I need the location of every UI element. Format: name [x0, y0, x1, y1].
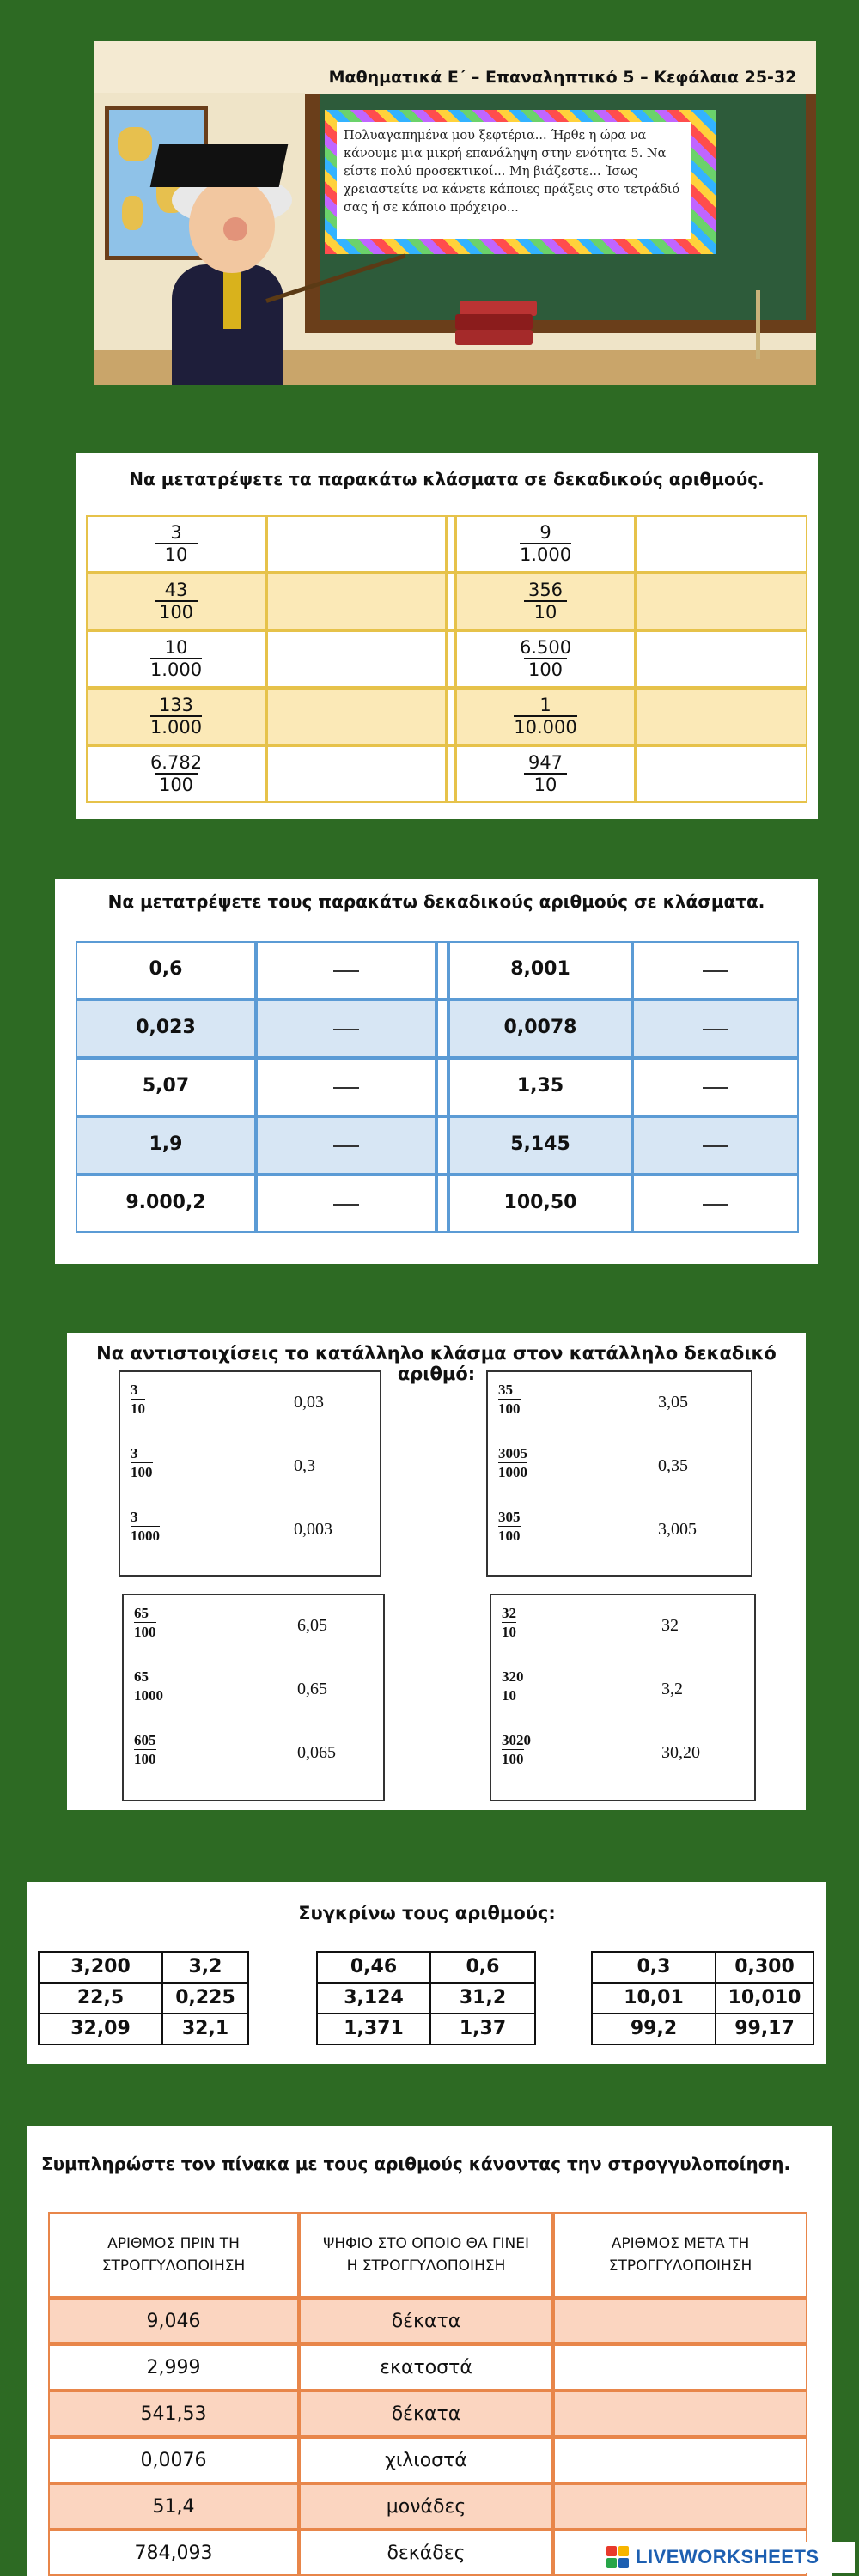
table-cell: [436, 999, 448, 1058]
section-decimals-to-fractions: [55, 879, 818, 1264]
numerator: 6.782: [149, 752, 203, 773]
decimal-value[interactable]: 0,3: [294, 1456, 315, 1475]
decimal-value[interactable]: 0,003: [294, 1520, 332, 1539]
compare-number: 22,5: [38, 1982, 163, 2014]
decimals-table: [76, 941, 799, 1233]
decimal-value[interactable]: 0,65: [297, 1680, 327, 1698]
numerator: 305: [498, 1509, 521, 1525]
fraction: [86, 580, 266, 623]
denominator: 100: [134, 1751, 156, 1767]
column-header: ΨΗΦΙΟ ΣΤΟ ΟΠΟΙΟ ΘΑ ΓΙΝΕΙ Η ΣΤΡΟΓΓΥΛΟΠΟΙΗΣΗ: [299, 2212, 553, 2298]
denominator: 1.000: [149, 717, 203, 738]
fraction-line: [333, 1087, 359, 1089]
table-cell: [447, 745, 455, 803]
numerator: 947: [527, 752, 564, 773]
numerator: 3: [170, 522, 182, 543]
numerator: 3020: [502, 1732, 531, 1748]
comparison-sign-slot[interactable]: [149, 1985, 174, 2011]
answer-cell[interactable]: [553, 2437, 807, 2483]
rounding-digit: δέκατα: [299, 2298, 553, 2344]
decimal-number: 5,145: [510, 1133, 570, 1155]
fraction[interactable]: [134, 1731, 186, 1768]
fraction: [455, 637, 636, 680]
fraction[interactable]: [131, 1381, 182, 1418]
answer-cell[interactable]: [553, 2298, 807, 2344]
section-title: Να μετατρέψετε τους παρακάτω δεκαδικούς αριθμούς σε κλάσματα.: [107, 891, 765, 912]
compare-number: 10,010: [715, 1982, 814, 2014]
lamp-icon: [756, 290, 795, 359]
denominator: 10: [502, 1624, 516, 1640]
denominator: 1000: [131, 1528, 160, 1544]
denominator: 1.000: [519, 544, 572, 565]
denominator: 1000: [498, 1464, 527, 1480]
numerator: 65: [134, 1668, 149, 1685]
section-compare: [27, 1882, 826, 2064]
worksheet-title: Μαθηματικά Ε΄ – Επαναληπτικό 5 – Κεφάλαια 25-32: [305, 60, 816, 94]
numerator: 9: [539, 522, 551, 543]
section-title: Συγκρίνω τους αριθμούς:: [298, 1903, 556, 1923]
table-cell: [447, 573, 455, 630]
compare-number: 99,17: [715, 2013, 814, 2045]
denominator: 1.000: [149, 659, 203, 680]
fraction-line: [703, 1145, 728, 1147]
comparison-sign-slot[interactable]: [417, 2016, 442, 2042]
compare-number: 32,1: [161, 2013, 249, 2045]
answer-cell[interactable]: [636, 630, 807, 688]
fraction: [86, 637, 266, 680]
denominator: 100: [498, 1528, 521, 1544]
section-fractions-to-decimals: [76, 453, 818, 819]
rounding-digit: δέκατα: [299, 2391, 553, 2437]
table-cell: [436, 1058, 448, 1116]
fraction[interactable]: [131, 1444, 182, 1481]
denominator: 10: [502, 1687, 516, 1704]
numerator: 65: [134, 1605, 149, 1621]
watermark-text: LIVEWORKSHEETS: [636, 2546, 819, 2567]
compare-number: 10,01: [591, 1982, 716, 2014]
compare-number: 3,200: [38, 1951, 163, 1984]
decimal-value[interactable]: 6,05: [297, 1616, 327, 1635]
decimal-value[interactable]: 0,35: [658, 1456, 688, 1475]
denominator: 100: [498, 1400, 521, 1417]
denominator: 100: [134, 1624, 156, 1640]
fraction-line: [703, 1029, 728, 1030]
numerator: 356: [527, 580, 564, 600]
decimal-value[interactable]: 0,065: [297, 1743, 336, 1762]
fraction-line: [333, 1145, 359, 1147]
rounding-digit: χιλιοστά: [299, 2437, 553, 2483]
fraction[interactable]: [502, 1604, 553, 1641]
numerator: 3: [131, 1509, 138, 1525]
comparison-sign-slot[interactable]: [149, 2016, 174, 2042]
number-before: 0,0076: [48, 2437, 299, 2483]
fraction: [455, 522, 636, 565]
fraction[interactable]: [134, 1668, 186, 1704]
denominator: 10.000: [514, 717, 577, 738]
numerator: 35: [498, 1382, 513, 1398]
compare-area: [27, 1882, 826, 2064]
denominator: 100: [502, 1751, 524, 1767]
fraction[interactable]: [502, 1731, 553, 1768]
numerator: 43: [164, 580, 188, 600]
decimal-number: 9.000,2: [125, 1192, 206, 1213]
decimal-number: 0,0078: [503, 1017, 577, 1038]
compare-number: 32,09: [38, 2013, 163, 2045]
answer-cell[interactable]: [553, 2391, 807, 2437]
number-before: 784,093: [48, 2530, 299, 2576]
header-illustration: [94, 41, 816, 385]
answer-cell[interactable]: [266, 688, 447, 745]
compare-number: 0,46: [316, 1951, 431, 1984]
denominator: 100: [155, 773, 198, 795]
answer-cell[interactable]: [266, 573, 447, 630]
number-before: 51,4: [48, 2483, 299, 2530]
professor-tie: [223, 269, 241, 329]
fraction: [455, 695, 636, 738]
numerator: 320: [502, 1668, 524, 1685]
compare-number: 3,124: [316, 1982, 431, 2014]
fraction[interactable]: [502, 1668, 553, 1704]
liveworksheets-logo: [601, 2542, 855, 2573]
answer-cell[interactable]: [636, 573, 807, 630]
comparison-sign-slot[interactable]: [703, 1954, 727, 1980]
rounding-table: [48, 2212, 821, 2576]
fraction-line: [333, 1204, 359, 1206]
compare-number: 1,37: [430, 2013, 536, 2045]
compare-number: 3,2: [161, 1951, 249, 1984]
fraction-line: [333, 1029, 359, 1030]
decimal-number: 0,023: [136, 1017, 196, 1038]
fractions-table: [86, 515, 807, 807]
fraction-line: [703, 1087, 728, 1089]
answer-cell[interactable]: [266, 630, 447, 688]
answer-cell[interactable]: [636, 745, 807, 803]
numerator: 3005: [498, 1445, 527, 1461]
denominator: 1000: [134, 1687, 163, 1704]
number-before: 541,53: [48, 2391, 299, 2437]
number-before: 9,046: [48, 2298, 299, 2344]
rounding-digit: μονάδες: [299, 2483, 553, 2530]
table-cell: [436, 1175, 448, 1233]
compare-number: 31,2: [430, 1982, 536, 2014]
compare-number: 0,225: [161, 1982, 249, 2014]
answer-cell[interactable]: [553, 2483, 807, 2530]
matching-box: [486, 1370, 752, 1577]
numerator: 10: [164, 637, 188, 658]
compare-number: 0,6: [430, 1951, 536, 1984]
table-cell: [447, 515, 455, 573]
graduation-cap-icon: [150, 144, 289, 187]
answer-cell[interactable]: [636, 688, 807, 745]
denominator: 100: [155, 600, 198, 623]
fraction: [86, 522, 266, 565]
answer-cell[interactable]: [553, 2344, 807, 2391]
decimal-number: 0,6: [149, 958, 183, 980]
comparison-sign-slot[interactable]: [417, 1985, 442, 2011]
decimal-number: 1,35: [516, 1075, 564, 1097]
fraction[interactable]: [498, 1444, 550, 1481]
compare-number: 0,300: [715, 1951, 814, 1984]
fraction-line: [703, 1204, 728, 1206]
decimal-value[interactable]: 32: [661, 1616, 679, 1635]
fraction-line: [333, 970, 359, 972]
denominator: 10: [131, 1400, 145, 1417]
books-icon: [455, 314, 533, 330]
numerator: 6.500: [519, 637, 572, 658]
section-rounding: [27, 2126, 832, 2576]
answer-cell[interactable]: [636, 515, 807, 573]
fraction[interactable]: [498, 1381, 550, 1418]
table-cell: [447, 688, 455, 745]
column-header: ΑΡΙΘΜΟΣ ΠΡΙΝ ΤΗ ΣΤΡΟΓΓΥΛΟΠΟΙΗΣΗ: [48, 2212, 299, 2298]
denominator: 10: [155, 543, 198, 565]
fraction[interactable]: [498, 1508, 550, 1545]
decimal-value[interactable]: 0,03: [294, 1393, 324, 1412]
denominator: 10: [524, 600, 567, 623]
intro-note: Πολυαγαπημένα μου ξεφτέρια... Ήρθε η ώρα να κάνουμε μια μικρή επανάληψη στην ενότητα 5. Να είστε πολύ προσεκτικοί... Μη βιάζεστε... Ίσως χρειαστείτε να κάνετε κάποιες πράξεις στο τετράδιό σας ή σε κάποιο πρόχειρο...: [337, 122, 691, 239]
liveworksheets-mark-icon: [606, 2546, 629, 2568]
decimal-number: 5,07: [142, 1075, 190, 1097]
section-matching: [67, 1333, 806, 1810]
fraction: [455, 752, 636, 795]
number-before: 2,999: [48, 2344, 299, 2391]
decimal-number: 100,50: [503, 1192, 577, 1213]
section-title: Συμπληρώστε τον πίνακα με τους αριθμούς κάνοντας την στρογγυλοποίηση.: [41, 2154, 791, 2174]
numerator: 3: [131, 1445, 138, 1461]
decimal-number: 1,9: [149, 1133, 183, 1155]
section-title: Να μετατρέψετε τα παρακάτω κλάσματα σε δεκαδικούς αριθμούς.: [129, 469, 765, 489]
matching-area: [67, 1333, 806, 1810]
fraction: [86, 695, 266, 738]
decimal-value[interactable]: 3,2: [661, 1680, 683, 1698]
answer-cell[interactable]: [266, 515, 447, 573]
table-cell: [447, 630, 455, 688]
rounding-digit: δεκάδες: [299, 2530, 553, 2576]
matching-box: [490, 1594, 756, 1801]
compare-number: 0,3: [591, 1951, 716, 1984]
numerator: 1: [539, 695, 551, 715]
numerator: 32: [502, 1605, 516, 1621]
comparison-sign-slot[interactable]: [149, 1954, 174, 1980]
decimal-number: 8,001: [510, 958, 570, 980]
comparison-sign-slot[interactable]: [703, 1985, 727, 2011]
table-cell: [436, 941, 448, 999]
numerator: 133: [158, 695, 194, 715]
denominator: 10: [524, 773, 567, 795]
fraction-line: [703, 970, 728, 972]
numerator: 605: [134, 1732, 156, 1748]
decimal-value[interactable]: 3,05: [658, 1393, 688, 1412]
column-header: ΑΡΙΘΜΟΣ ΜΕΤΑ ΤΗ ΣΤΡΟΓΓΥΛΟΠΟΙΗΣΗ: [553, 2212, 807, 2298]
comparison-sign-slot[interactable]: [703, 2016, 727, 2042]
compare-number: 1,371: [316, 2013, 431, 2045]
decimal-value[interactable]: 30,20: [661, 1743, 700, 1762]
decimal-value[interactable]: 3,005: [658, 1520, 697, 1539]
answer-cell[interactable]: [266, 745, 447, 803]
professor-nose: [223, 217, 247, 241]
numerator: 3: [131, 1382, 138, 1398]
fraction[interactable]: [134, 1604, 186, 1641]
denominator: 100: [524, 658, 567, 680]
fraction[interactable]: [131, 1508, 182, 1545]
section-title: Να αντιστοιχίσεις το κατάλληλο κλάσμα στον κατάλληλο δεκαδικό αριθμό:: [96, 1343, 777, 1384]
denominator: 100: [131, 1464, 153, 1480]
table-cell: [436, 1116, 448, 1175]
matching-box: [119, 1370, 381, 1577]
matching-box: [122, 1594, 385, 1801]
comparison-sign-slot[interactable]: [417, 1954, 442, 1980]
fraction: [86, 752, 266, 795]
rounding-digit: εκατοστά: [299, 2344, 553, 2391]
fraction: [455, 580, 636, 623]
compare-number: 99,2: [591, 2013, 716, 2045]
